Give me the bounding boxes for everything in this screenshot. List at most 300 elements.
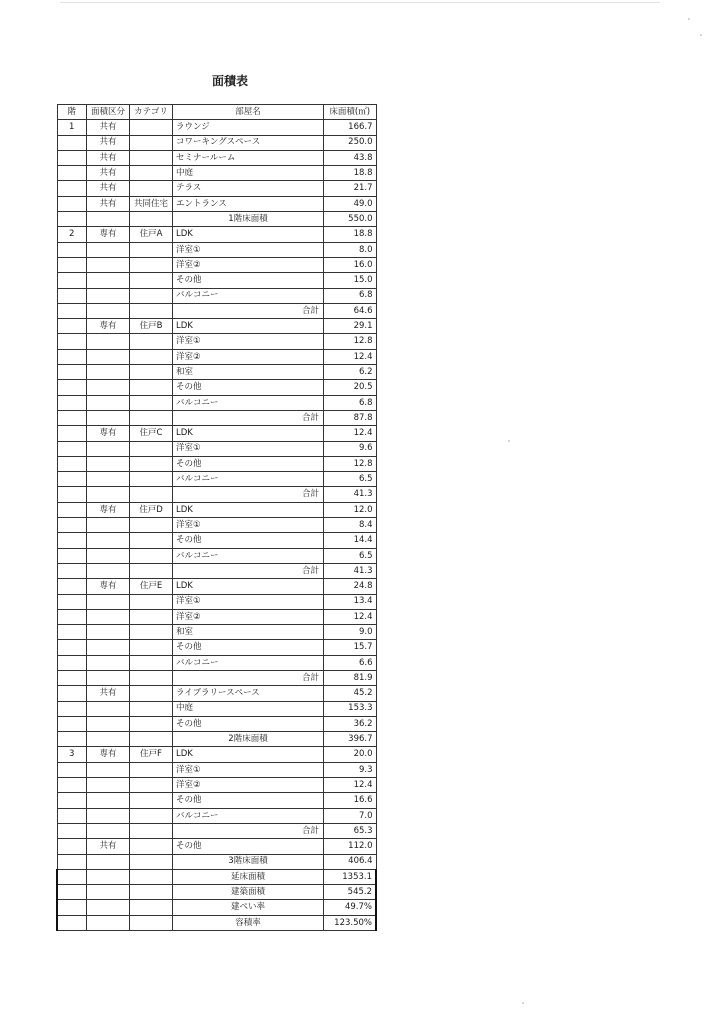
- room-cell: テラス: [173, 181, 324, 196]
- division-cell: [87, 548, 130, 563]
- category-cell: [130, 533, 173, 548]
- room-cell: バルコニー: [173, 655, 324, 670]
- table-row: [57, 196, 376, 211]
- room-cell: 合計: [173, 563, 324, 578]
- area-cell: 13.4: [324, 594, 377, 609]
- division-cell: 共有: [87, 120, 130, 135]
- floor-cell: [57, 609, 87, 624]
- table-row: [57, 686, 376, 701]
- area-cell: 112.0: [324, 839, 377, 854]
- area-cell: 87.8: [324, 410, 377, 425]
- floor-cell: [57, 778, 87, 793]
- category-cell: [130, 487, 173, 502]
- category-cell: [130, 594, 173, 609]
- table-row: [57, 747, 376, 762]
- area-cell: 396.7: [324, 732, 377, 747]
- category-cell: 住戸E: [130, 579, 173, 594]
- scan-speck: [522, 1002, 524, 1004]
- area-cell: 14.4: [324, 533, 377, 548]
- empty-cell: [130, 885, 173, 900]
- floor-cell: [57, 518, 87, 533]
- empty-cell: [57, 915, 87, 930]
- table-row: [57, 579, 376, 594]
- division-cell: [87, 823, 130, 838]
- category-cell: [130, 472, 173, 487]
- floor-cell: [57, 166, 87, 181]
- empty-cell: [57, 869, 87, 884]
- table-row: [57, 120, 376, 135]
- scan-speck: [688, 18, 690, 20]
- room-cell: ラウンジ: [173, 120, 324, 135]
- room-cell: 洋室②: [173, 349, 324, 364]
- empty-cell: [87, 885, 130, 900]
- division-cell: [87, 472, 130, 487]
- summary-label: 建築面積: [173, 885, 324, 900]
- summary-row: [57, 915, 376, 930]
- area-cell: 12.0: [324, 502, 377, 517]
- table-row: [57, 150, 376, 165]
- division-cell: [87, 410, 130, 425]
- empty-cell: [130, 900, 173, 915]
- area-cell: 6.5: [324, 472, 377, 487]
- category-cell: [130, 732, 173, 747]
- division-cell: [87, 212, 130, 227]
- room-cell: LDK: [173, 579, 324, 594]
- division-cell: 専有: [87, 319, 130, 334]
- category-cell: 住戸B: [130, 319, 173, 334]
- area-cell: 49.0: [324, 196, 377, 211]
- category-cell: [130, 212, 173, 227]
- category-cell: [130, 808, 173, 823]
- room-cell: その他: [173, 716, 324, 731]
- category-cell: [130, 456, 173, 471]
- table-row: [57, 839, 376, 854]
- table-row: [57, 227, 376, 242]
- empty-cell: [87, 900, 130, 915]
- table-row: [57, 349, 376, 364]
- room-cell: その他: [173, 839, 324, 854]
- area-cell: 45.2: [324, 686, 377, 701]
- category-cell: 住戸A: [130, 227, 173, 242]
- room-cell: 洋室①: [173, 441, 324, 456]
- floor-cell: [57, 334, 87, 349]
- floor-cell: [57, 288, 87, 303]
- category-cell: [130, 288, 173, 303]
- floor-cell: [57, 181, 87, 196]
- table-row: [57, 778, 376, 793]
- division-cell: [87, 732, 130, 747]
- division-cell: [87, 303, 130, 318]
- table-row: [57, 456, 376, 471]
- division-cell: [87, 380, 130, 395]
- header-category: カテゴリ: [130, 105, 173, 120]
- category-cell: [130, 655, 173, 670]
- floor-cell: [57, 196, 87, 211]
- room-cell: 洋室①: [173, 242, 324, 257]
- division-cell: [87, 563, 130, 578]
- area-cell: 18.8: [324, 166, 377, 181]
- category-cell: [130, 135, 173, 150]
- table-row: [57, 288, 376, 303]
- summary-row: [57, 900, 376, 915]
- floor-cell: [57, 395, 87, 410]
- category-cell: [130, 686, 173, 701]
- division-cell: [87, 670, 130, 685]
- floor-cell: [57, 839, 87, 854]
- floor-cell: [57, 762, 87, 777]
- table-row: [57, 334, 376, 349]
- floor-cell: [57, 625, 87, 640]
- table-row: [57, 533, 376, 548]
- floor-cell: [57, 823, 87, 838]
- category-cell: [130, 670, 173, 685]
- category-cell: [130, 273, 173, 288]
- division-cell: [87, 594, 130, 609]
- room-cell: LDK: [173, 747, 324, 762]
- floor-cell: [57, 410, 87, 425]
- division-cell: [87, 242, 130, 257]
- category-cell: [130, 166, 173, 181]
- table-row: [57, 502, 376, 517]
- category-cell: [130, 563, 173, 578]
- division-cell: [87, 701, 130, 716]
- category-cell: [130, 762, 173, 777]
- room-cell: エントランス: [173, 196, 324, 211]
- scan-edge-line: [60, 2, 660, 3]
- table-row: [57, 625, 376, 640]
- category-cell: [130, 181, 173, 196]
- room-cell: バルコニー: [173, 808, 324, 823]
- table-row: [57, 319, 376, 334]
- table-row: [57, 594, 376, 609]
- division-cell: [87, 808, 130, 823]
- floor-cell: [57, 808, 87, 823]
- room-cell: 合計: [173, 670, 324, 685]
- category-cell: [130, 441, 173, 456]
- category-cell: [130, 242, 173, 257]
- empty-cell: [87, 915, 130, 930]
- room-cell: 洋室①: [173, 594, 324, 609]
- floor-total-row: [57, 854, 376, 869]
- division-cell: 専有: [87, 579, 130, 594]
- floor-cell: [57, 212, 87, 227]
- scan-speck: [508, 440, 510, 442]
- room-cell: 洋室①: [173, 518, 324, 533]
- floor-cell: [57, 579, 87, 594]
- division-cell: [87, 854, 130, 869]
- area-cell: 64.6: [324, 303, 377, 318]
- room-cell: 合計: [173, 303, 324, 318]
- area-cell: 6.5: [324, 548, 377, 563]
- division-cell: [87, 716, 130, 731]
- floor-cell: [57, 319, 87, 334]
- category-cell: [130, 150, 173, 165]
- room-cell: 合計: [173, 410, 324, 425]
- room-cell: コワーキングスペース: [173, 135, 324, 150]
- table-row: [57, 655, 376, 670]
- area-cell: 12.4: [324, 778, 377, 793]
- floor-cell: [57, 640, 87, 655]
- area-cell: 6.2: [324, 365, 377, 380]
- floor-cell: [57, 716, 87, 731]
- area-cell: 9.6: [324, 441, 377, 456]
- area-cell: 16.0: [324, 257, 377, 272]
- division-cell: [87, 487, 130, 502]
- category-cell: [130, 778, 173, 793]
- floor-cell: [57, 303, 87, 318]
- division-cell: [87, 778, 130, 793]
- table-header-row: [57, 105, 376, 120]
- room-cell: その他: [173, 380, 324, 395]
- division-cell: [87, 533, 130, 548]
- floor-cell: [57, 502, 87, 517]
- room-cell: 和室: [173, 625, 324, 640]
- area-cell: 15.7: [324, 640, 377, 655]
- category-cell: [130, 518, 173, 533]
- scan-speck: [700, 34, 702, 36]
- division-cell: [87, 625, 130, 640]
- area-cell: 153.3: [324, 701, 377, 716]
- room-cell: LDK: [173, 227, 324, 242]
- area-cell: 29.1: [324, 319, 377, 334]
- table-row: [57, 166, 376, 181]
- table-row: [57, 548, 376, 563]
- empty-cell: [57, 900, 87, 915]
- subtotal-row: [57, 563, 376, 578]
- category-cell: [130, 839, 173, 854]
- division-cell: [87, 257, 130, 272]
- area-cell: 12.4: [324, 349, 377, 364]
- category-cell: [130, 365, 173, 380]
- division-cell: 専有: [87, 426, 130, 441]
- summary-value: 1353.1: [324, 869, 377, 884]
- floor-cell: [57, 150, 87, 165]
- floor-cell: [57, 793, 87, 808]
- division-cell: [87, 273, 130, 288]
- page-title: 面積表: [211, 74, 248, 88]
- category-cell: [130, 854, 173, 869]
- summary-value: 545.2: [324, 885, 377, 900]
- area-table: [56, 104, 377, 931]
- subtotal-row: [57, 303, 376, 318]
- subtotal-row: [57, 670, 376, 685]
- area-cell: 41.3: [324, 563, 377, 578]
- room-cell: LDK: [173, 426, 324, 441]
- table-row: [57, 426, 376, 441]
- floor-cell: [57, 563, 87, 578]
- floor-cell: [57, 426, 87, 441]
- category-cell: [130, 349, 173, 364]
- room-cell: 3階床面積: [173, 854, 324, 869]
- division-cell: 共有: [87, 839, 130, 854]
- floor-cell: [57, 854, 87, 869]
- subtotal-row: [57, 823, 376, 838]
- division-cell: 共有: [87, 686, 130, 701]
- area-cell: 8.4: [324, 518, 377, 533]
- room-cell: バルコニー: [173, 548, 324, 563]
- division-cell: [87, 655, 130, 670]
- area-cell: 550.0: [324, 212, 377, 227]
- empty-cell: [87, 869, 130, 884]
- floor-cell: 1: [57, 120, 87, 135]
- division-cell: 共有: [87, 166, 130, 181]
- floor-cell: [57, 594, 87, 609]
- area-cell: 9.3: [324, 762, 377, 777]
- table-row: [57, 716, 376, 731]
- category-cell: [130, 120, 173, 135]
- floor-cell: [57, 349, 87, 364]
- area-cell: 41.3: [324, 487, 377, 502]
- division-cell: 専有: [87, 227, 130, 242]
- subtotal-row: [57, 410, 376, 425]
- category-cell: 住戸F: [130, 747, 173, 762]
- room-cell: セミナールーム: [173, 150, 324, 165]
- room-cell: 和室: [173, 365, 324, 380]
- division-cell: [87, 288, 130, 303]
- area-cell: 12.4: [324, 609, 377, 624]
- area-cell: 12.8: [324, 456, 377, 471]
- area-cell: 43.8: [324, 150, 377, 165]
- area-cell: 7.0: [324, 808, 377, 823]
- area-cell: 12.8: [324, 334, 377, 349]
- room-cell: その他: [173, 456, 324, 471]
- summary-value: 49.7%: [324, 900, 377, 915]
- summary-label: 容積率: [173, 915, 324, 930]
- floor-cell: 2: [57, 227, 87, 242]
- area-cell: 8.0: [324, 242, 377, 257]
- division-cell: 共有: [87, 196, 130, 211]
- area-cell: 406.4: [324, 854, 377, 869]
- division-cell: 専有: [87, 747, 130, 762]
- category-cell: [130, 548, 173, 563]
- area-cell: 6.8: [324, 288, 377, 303]
- floor-cell: [57, 257, 87, 272]
- floor-cell: [57, 135, 87, 150]
- category-cell: [130, 303, 173, 318]
- room-cell: バルコニー: [173, 472, 324, 487]
- subtotal-row: [57, 487, 376, 502]
- room-cell: バルコニー: [173, 395, 324, 410]
- room-cell: 洋室②: [173, 609, 324, 624]
- table-row: [57, 609, 376, 624]
- floor-total-row: [57, 732, 376, 747]
- floor-cell: [57, 273, 87, 288]
- room-cell: その他: [173, 640, 324, 655]
- table-row: [57, 257, 376, 272]
- room-cell: その他: [173, 273, 324, 288]
- table-row: [57, 380, 376, 395]
- area-cell: 250.0: [324, 135, 377, 150]
- floor-cell: [57, 365, 87, 380]
- room-cell: 洋室②: [173, 257, 324, 272]
- category-cell: [130, 640, 173, 655]
- summary-label: 建ぺい率: [173, 900, 324, 915]
- floor-cell: 3: [57, 747, 87, 762]
- category-cell: 住戸D: [130, 502, 173, 517]
- room-cell: 2階床面積: [173, 732, 324, 747]
- division-cell: [87, 640, 130, 655]
- floor-total-row: [57, 212, 376, 227]
- floor-cell: [57, 487, 87, 502]
- table-row: [57, 518, 376, 533]
- area-cell: 16.6: [324, 793, 377, 808]
- summary-row: [57, 885, 376, 900]
- floor-cell: [57, 242, 87, 257]
- summary-label: 延床面積: [173, 869, 324, 884]
- header-room: 部屋名: [173, 105, 324, 120]
- empty-cell: [57, 885, 87, 900]
- room-cell: 洋室①: [173, 334, 324, 349]
- empty-cell: [130, 869, 173, 884]
- room-cell: バルコニー: [173, 288, 324, 303]
- area-cell: 81.9: [324, 670, 377, 685]
- room-cell: 中庭: [173, 166, 324, 181]
- table-row: [57, 365, 376, 380]
- table-row: [57, 135, 376, 150]
- category-cell: 共同住宅: [130, 196, 173, 211]
- floor-cell: [57, 686, 87, 701]
- division-cell: [87, 334, 130, 349]
- area-cell: 9.0: [324, 625, 377, 640]
- summary-value: 123.50%: [324, 915, 377, 930]
- table-row: [57, 793, 376, 808]
- category-cell: [130, 410, 173, 425]
- area-cell: 6.8: [324, 395, 377, 410]
- floor-cell: [57, 472, 87, 487]
- table-row: [57, 762, 376, 777]
- division-cell: 共有: [87, 135, 130, 150]
- table-row: [57, 808, 376, 823]
- table-body: [57, 120, 376, 870]
- area-cell: 20.5: [324, 380, 377, 395]
- division-cell: [87, 609, 130, 624]
- division-cell: [87, 456, 130, 471]
- floor-cell: [57, 533, 87, 548]
- header-area: 床面積(㎡): [324, 105, 377, 120]
- table-row: [57, 472, 376, 487]
- table-row: [57, 273, 376, 288]
- area-cell: 12.4: [324, 426, 377, 441]
- division-cell: [87, 441, 130, 456]
- area-cell: 18.8: [324, 227, 377, 242]
- category-cell: [130, 716, 173, 731]
- header-floor: 階: [57, 105, 87, 120]
- room-cell: LDK: [173, 319, 324, 334]
- header-division: 面積区分: [87, 105, 130, 120]
- table-row: [57, 701, 376, 716]
- area-cell: 15.0: [324, 273, 377, 288]
- division-cell: [87, 365, 130, 380]
- table-row: [57, 181, 376, 196]
- category-cell: [130, 793, 173, 808]
- division-cell: [87, 762, 130, 777]
- area-cell: 24.8: [324, 579, 377, 594]
- table-row: [57, 441, 376, 456]
- table-row: [57, 640, 376, 655]
- division-cell: 専有: [87, 502, 130, 517]
- floor-cell: [57, 548, 87, 563]
- category-cell: 住戸C: [130, 426, 173, 441]
- room-cell: LDK: [173, 502, 324, 517]
- division-cell: [87, 349, 130, 364]
- floor-cell: [57, 655, 87, 670]
- category-cell: [130, 380, 173, 395]
- room-cell: ライブラリースペース: [173, 686, 324, 701]
- room-cell: 洋室①: [173, 762, 324, 777]
- category-cell: [130, 609, 173, 624]
- category-cell: [130, 334, 173, 349]
- category-cell: [130, 701, 173, 716]
